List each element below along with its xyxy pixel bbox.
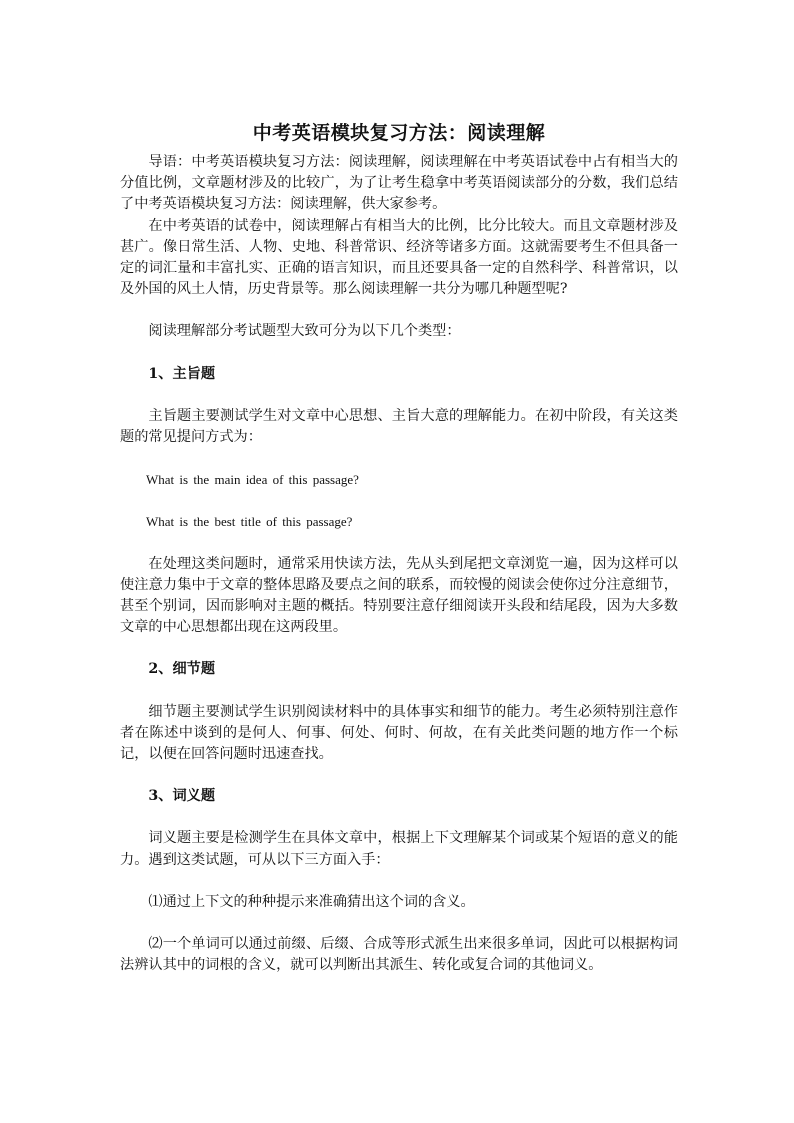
spacer <box>120 638 678 659</box>
spacer <box>120 681 678 702</box>
section-heading-main-idea: 1、主旨题 <box>148 365 216 382</box>
example-question-2: What is the best title of this passage? <box>146 514 353 530</box>
paragraph-question-types: 阅读理解部分考试题型大致可分为以下几个类型： <box>148 323 461 340</box>
section-heading-detail: 2、细节题 <box>148 661 216 678</box>
paragraph-tip-1: ⑴通过上下文的种种提示来准确猜出这个词的含义。 <box>148 893 475 910</box>
spacer <box>120 533 678 554</box>
paragraph-main-idea-strategy: 在处理这类问题时，通常采用快读方法，先从头到尾把文章浏览一遍，因为这样可以使注意力集中于文章的整体思路及要点之间的联系，而较慢的阅读会使你过分注意细节，甚至个别词，因而影响对主题的概括。特别要注意仔细阅读开头段和结尾段，因为大多数文章的中心思想都出现在这两段里。 <box>120 555 678 636</box>
example-question-1: What is the main idea of this passage? <box>146 472 359 488</box>
paragraph-word-meaning: 词义题主要是检测学生在具体文章中，根据上下文理解某个词或某个短语的意义的能力。遇到这类试题，可从以下三方面入手： <box>120 830 678 868</box>
document-page <box>120 120 678 976</box>
paragraph-tip-2: ⑵一个单词可以通过前缀、后缀、合成等形式派生出来很多单词，因此可以根据构词法辨认其中的词根的含义，就可以判断出其派生、转化或复合词的其他词义。 <box>120 936 678 974</box>
paragraph-detail: 细节题主要测试学生识别阅读材料中的具体事实和细节的能力。考生必须特别注意作者在陈述中谈到的是何人、何事、何处、何时、何故，在有关此类问题的地方作一个标记，以便在回答问题时迅速查找。 <box>120 703 678 763</box>
spacer <box>120 807 678 828</box>
spacer <box>120 385 678 406</box>
spacer <box>120 871 678 892</box>
spacer <box>120 913 678 934</box>
intro-paragraph: 导语：中考英语模块复习方法：阅读理解，阅读理解在中考英语试卷中占有相当大的分值比例，文章题材涉及的比较广，为了让考生稳拿中考英语阅读部分的分数，我们总结了中考英语模块复习方法：阅读理解，供大家参考。 <box>120 154 678 213</box>
paragraph-main-idea: 主旨题主要测试学生对文章中心思想、主旨大意的理解能力。在初中阶段，有关这类题的常见提问方式为： <box>120 407 678 446</box>
spacer <box>120 490 678 511</box>
section-heading-word-meaning: 3、词义题 <box>148 788 216 805</box>
spacer <box>120 448 678 469</box>
spacer <box>120 343 678 364</box>
paragraph-exam-overview: 在中考英语的试卷中，阅读理解占有相当大的比例，比分比较大。而且文章题材涉及甚广。像日常生活、人物、史地、科普常识、经济等诸多方面。这就需要考生不但具备一定的词汇量和丰富扎实、正确的语言知识，而且还要具备一定的自然科学、科普常识，以及外国的风土人情，历史背景等。那么阅读理解一共分为哪几种题型呢? <box>120 217 678 298</box>
spacer <box>120 300 678 321</box>
spacer <box>120 765 678 786</box>
document-title: 中考英语模块复习方法：阅读理解 <box>252 122 546 144</box>
